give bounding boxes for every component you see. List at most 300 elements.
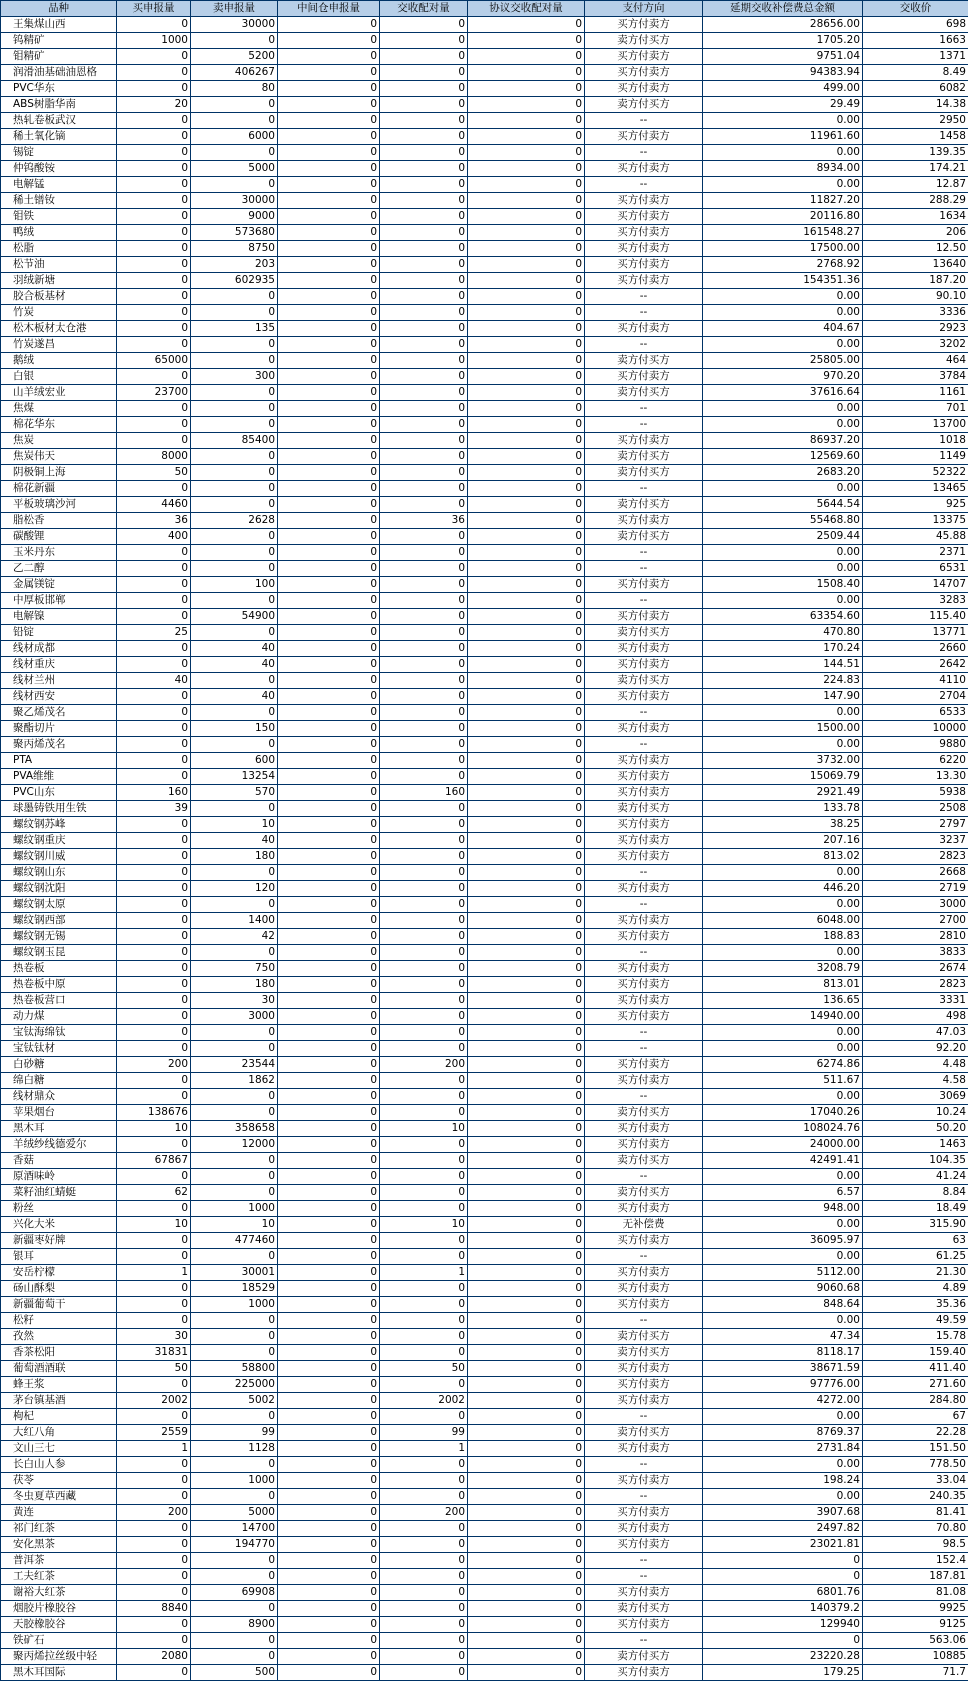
- table-row: [1, 273, 968, 289]
- cell-middle-qty: 0: [278, 337, 380, 353]
- cell-agreement-qty: 0: [468, 1425, 585, 1441]
- cell-pay-direction: 卖方付买方: [585, 33, 703, 49]
- cell-settle-price: 1458: [863, 129, 968, 145]
- cell-buy-qty: 0: [117, 193, 191, 209]
- cell-buy-qty: 0: [117, 1473, 191, 1489]
- table-row: [1, 1057, 968, 1073]
- cell-agreement-qty: 0: [468, 449, 585, 465]
- cell-variety: 线材成都: [1, 641, 117, 657]
- cell-buy-qty: 0: [117, 225, 191, 241]
- table-row: [1, 1313, 968, 1329]
- cell-settle-price: 8.49: [863, 65, 968, 81]
- cell-settle-price: 50.20: [863, 1121, 968, 1137]
- cell-pay-direction: 买方付卖方: [585, 641, 703, 657]
- cell-buy-qty: 0: [117, 113, 191, 129]
- cell-buy-qty: 39: [117, 801, 191, 817]
- cell-pay-direction: --: [585, 113, 703, 129]
- cell-sell-qty: 0: [191, 1185, 278, 1201]
- table-row: [1, 1249, 968, 1265]
- cell-match-qty: 0: [380, 929, 468, 945]
- cell-middle-qty: 0: [278, 993, 380, 1009]
- cell-middle-qty: 0: [278, 1233, 380, 1249]
- cell-settle-price: 13.30: [863, 769, 968, 785]
- cell-pay-direction: 买方付卖方: [585, 1377, 703, 1393]
- cell-compensation: 0.00: [703, 305, 863, 321]
- cell-compensation: 136.65: [703, 993, 863, 1009]
- table-row: [1, 289, 968, 305]
- cell-agreement-qty: 0: [468, 353, 585, 369]
- cell-variety: 热卷板中原: [1, 977, 117, 993]
- cell-sell-qty: 12000: [191, 1137, 278, 1153]
- table-row: [1, 193, 968, 209]
- cell-match-qty: 0: [380, 1377, 468, 1393]
- cell-sell-qty: 1000: [191, 1297, 278, 1313]
- cell-sell-qty: 5200: [191, 49, 278, 65]
- cell-agreement-qty: 0: [468, 401, 585, 417]
- cell-buy-qty: 0: [117, 1633, 191, 1649]
- cell-agreement-qty: 0: [468, 1457, 585, 1473]
- cell-match-qty: 0: [380, 993, 468, 1009]
- cell-pay-direction: 买方付卖方: [585, 849, 703, 865]
- cell-agreement-qty: 0: [468, 1281, 585, 1297]
- cell-compensation: 2683.20: [703, 465, 863, 481]
- cell-pay-direction: --: [585, 1025, 703, 1041]
- cell-buy-qty: 0: [117, 753, 191, 769]
- cell-sell-qty: 0: [191, 1153, 278, 1169]
- cell-sell-qty: 0: [191, 177, 278, 193]
- cell-settle-price: 2674: [863, 961, 968, 977]
- cell-variety: 平板玻璃沙河: [1, 497, 117, 513]
- cell-agreement-qty: 0: [468, 305, 585, 321]
- cell-compensation: 4272.00: [703, 1393, 863, 1409]
- table-row: [1, 865, 968, 881]
- cell-match-qty: 0: [380, 417, 468, 433]
- cell-buy-qty: 0: [117, 817, 191, 833]
- cell-agreement-qty: 0: [468, 929, 585, 945]
- cell-match-qty: 0: [380, 273, 468, 289]
- cell-compensation: 23021.81: [703, 1537, 863, 1553]
- cell-match-qty: 0: [380, 657, 468, 673]
- cell-variety: 松脂: [1, 241, 117, 257]
- cell-agreement-qty: 0: [468, 897, 585, 913]
- cell-sell-qty: 3000: [191, 1009, 278, 1025]
- cell-match-qty: 0: [380, 113, 468, 129]
- cell-settle-price: 6082: [863, 81, 968, 97]
- cell-sell-qty: 0: [191, 449, 278, 465]
- cell-settle-price: 3784: [863, 369, 968, 385]
- cell-middle-qty: 0: [278, 1281, 380, 1297]
- table-row: [1, 49, 968, 65]
- cell-middle-qty: 0: [278, 513, 380, 529]
- cell-variety: 茅台镇基酒: [1, 1393, 117, 1409]
- cell-pay-direction: 卖方付买方: [585, 1329, 703, 1345]
- cell-buy-qty: 1: [117, 1265, 191, 1281]
- cell-compensation: 0.00: [703, 865, 863, 881]
- cell-buy-qty: 0: [117, 897, 191, 913]
- cell-compensation: 0.00: [703, 1089, 863, 1105]
- cell-agreement-qty: 0: [468, 881, 585, 897]
- cell-settle-price: 2719: [863, 881, 968, 897]
- table-row: [1, 497, 968, 513]
- cell-buy-qty: 2559: [117, 1425, 191, 1441]
- cell-agreement-qty: 0: [468, 865, 585, 881]
- cell-pay-direction: --: [585, 417, 703, 433]
- cell-pay-direction: 买方付卖方: [585, 977, 703, 993]
- cell-buy-qty: 0: [117, 945, 191, 961]
- cell-match-qty: 0: [380, 289, 468, 305]
- cell-variety: 螺纹钢西部: [1, 913, 117, 929]
- table-row: [1, 593, 968, 609]
- cell-match-qty: 0: [380, 1473, 468, 1489]
- cell-middle-qty: 0: [278, 433, 380, 449]
- cell-middle-qty: 0: [278, 529, 380, 545]
- cell-compensation: 29.49: [703, 97, 863, 113]
- cell-sell-qty: 0: [191, 33, 278, 49]
- table-row: [1, 353, 968, 369]
- cell-buy-qty: 50: [117, 1361, 191, 1377]
- cell-middle-qty: 0: [278, 289, 380, 305]
- cell-settle-price: 1463: [863, 1137, 968, 1153]
- cell-agreement-qty: 0: [468, 1057, 585, 1073]
- cell-match-qty: 0: [380, 257, 468, 273]
- cell-compensation: 9060.68: [703, 1281, 863, 1297]
- cell-sell-qty: 80: [191, 81, 278, 97]
- cell-match-qty: 0: [380, 769, 468, 785]
- cell-variety: 聚乙烯茂名: [1, 705, 117, 721]
- cell-sell-qty: 30001: [191, 1265, 278, 1281]
- cell-agreement-qty: 0: [468, 481, 585, 497]
- table-row: [1, 513, 968, 529]
- cell-variety: 钼铁: [1, 209, 117, 225]
- cell-agreement-qty: 0: [468, 145, 585, 161]
- cell-middle-qty: 0: [278, 33, 380, 49]
- cell-variety: 乙二醇: [1, 561, 117, 577]
- cell-middle-qty: 0: [278, 1585, 380, 1601]
- cell-settle-price: 4.58: [863, 1073, 968, 1089]
- cell-middle-qty: 0: [278, 1521, 380, 1537]
- cell-match-qty: 0: [380, 81, 468, 97]
- cell-match-qty: 0: [380, 1329, 468, 1345]
- cell-buy-qty: 0: [117, 289, 191, 305]
- table-row: [1, 769, 968, 785]
- table-row: [1, 161, 968, 177]
- cell-middle-qty: 0: [278, 593, 380, 609]
- cell-compensation: 948.00: [703, 1201, 863, 1217]
- table-row: [1, 449, 968, 465]
- cell-match-qty: 0: [380, 673, 468, 689]
- cell-middle-qty: 0: [278, 1009, 380, 1025]
- cell-variety: 黑木耳: [1, 1121, 117, 1137]
- cell-sell-qty: 0: [191, 1313, 278, 1329]
- cell-buy-qty: 0: [117, 1489, 191, 1505]
- cell-variety: 枸杞: [1, 1409, 117, 1425]
- cell-settle-price: 2810: [863, 929, 968, 945]
- cell-buy-qty: 0: [117, 1665, 191, 1681]
- cell-sell-qty: 0: [191, 385, 278, 401]
- cell-pay-direction: 买方付卖方: [585, 1473, 703, 1489]
- cell-variety: 大红八角: [1, 1425, 117, 1441]
- cell-sell-qty: 0: [191, 1569, 278, 1585]
- cell-agreement-qty: 0: [468, 1073, 585, 1089]
- cell-settle-price: 2823: [863, 977, 968, 993]
- cell-match-qty: 0: [380, 33, 468, 49]
- cell-middle-qty: 0: [278, 961, 380, 977]
- cell-compensation: 188.83: [703, 929, 863, 945]
- cell-buy-qty: 0: [117, 209, 191, 225]
- cell-middle-qty: 0: [278, 1633, 380, 1649]
- cell-settle-price: 4.89: [863, 1281, 968, 1297]
- cell-agreement-qty: 0: [468, 1313, 585, 1329]
- cell-buy-qty: 0: [117, 1009, 191, 1025]
- cell-middle-qty: 0: [278, 353, 380, 369]
- cell-agreement-qty: 0: [468, 801, 585, 817]
- cell-pay-direction: --: [585, 1457, 703, 1473]
- cell-match-qty: 0: [380, 641, 468, 657]
- cell-match-qty: 0: [380, 481, 468, 497]
- table-row: [1, 897, 968, 913]
- cell-sell-qty: 14700: [191, 1521, 278, 1537]
- cell-agreement-qty: 0: [468, 1201, 585, 1217]
- cell-sell-qty: 0: [191, 417, 278, 433]
- cell-settle-price: 2700: [863, 913, 968, 929]
- table-row: [1, 1041, 968, 1057]
- cell-pay-direction: 买方付卖方: [585, 1297, 703, 1313]
- cell-sell-qty: 0: [191, 1489, 278, 1505]
- cell-pay-direction: 卖方付买方: [585, 1601, 703, 1617]
- table-row: [1, 945, 968, 961]
- cell-sell-qty: 1000: [191, 1201, 278, 1217]
- cell-middle-qty: 0: [278, 129, 380, 145]
- cell-agreement-qty: 0: [468, 625, 585, 641]
- cell-agreement-qty: 0: [468, 593, 585, 609]
- table-row: [1, 705, 968, 721]
- cell-sell-qty: 54900: [191, 609, 278, 625]
- cell-buy-qty: 0: [117, 1553, 191, 1569]
- table-row: [1, 881, 968, 897]
- cell-sell-qty: 477460: [191, 1233, 278, 1249]
- cell-compensation: 2731.84: [703, 1441, 863, 1457]
- cell-pay-direction: 卖方付买方: [585, 625, 703, 641]
- cell-pay-direction: --: [585, 1569, 703, 1585]
- cell-variety: 祁门红茶: [1, 1521, 117, 1537]
- cell-variety: 黑木耳国际: [1, 1665, 117, 1681]
- cell-variety: 胶合板基材: [1, 289, 117, 305]
- table-row: [1, 1617, 968, 1633]
- cell-middle-qty: 0: [278, 465, 380, 481]
- cell-match-qty: 0: [380, 321, 468, 337]
- cell-match-qty: 0: [380, 497, 468, 513]
- cell-agreement-qty: 0: [468, 1361, 585, 1377]
- cell-sell-qty: 194770: [191, 1537, 278, 1553]
- cell-pay-direction: 买方付卖方: [585, 225, 703, 241]
- cell-variety: 羽绒新塘: [1, 273, 117, 289]
- cell-sell-qty: 1862: [191, 1073, 278, 1089]
- cell-variety: 热卷板营口: [1, 993, 117, 1009]
- cell-middle-qty: 0: [278, 721, 380, 737]
- table-row: [1, 833, 968, 849]
- cell-agreement-qty: 0: [468, 257, 585, 273]
- cell-buy-qty: 138676: [117, 1105, 191, 1121]
- cell-variety: 线材重庆: [1, 657, 117, 673]
- table-row: [1, 481, 968, 497]
- cell-compensation: 0.00: [703, 417, 863, 433]
- cell-middle-qty: 0: [278, 753, 380, 769]
- cell-middle-qty: 0: [278, 1329, 380, 1345]
- cell-compensation: 20116.80: [703, 209, 863, 225]
- cell-settle-price: 71.7: [863, 1665, 968, 1681]
- cell-buy-qty: 0: [117, 881, 191, 897]
- cell-middle-qty: 0: [278, 1073, 380, 1089]
- cell-compensation: 6048.00: [703, 913, 863, 929]
- cell-compensation: 94383.94: [703, 65, 863, 81]
- cell-match-qty: 0: [380, 897, 468, 913]
- cell-middle-qty: 0: [278, 865, 380, 881]
- table-row: [1, 753, 968, 769]
- cell-variety: 新疆枣好牌: [1, 1233, 117, 1249]
- cell-variety: 蜂王浆: [1, 1377, 117, 1393]
- cell-settle-price: 315.90: [863, 1217, 968, 1233]
- cell-agreement-qty: 0: [468, 1617, 585, 1633]
- cell-buy-qty: 0: [117, 993, 191, 1009]
- cell-compensation: 2768.92: [703, 257, 863, 273]
- cell-variety: 苹果烟台: [1, 1105, 117, 1121]
- cell-compensation: 3208.79: [703, 961, 863, 977]
- cell-settle-price: 187.20: [863, 273, 968, 289]
- cell-variety: 仲钨酸铵: [1, 161, 117, 177]
- cell-sell-qty: 406267: [191, 65, 278, 81]
- cell-settle-price: 284.80: [863, 1393, 968, 1409]
- cell-buy-qty: 0: [117, 1521, 191, 1537]
- cell-pay-direction: --: [585, 737, 703, 753]
- cell-pay-direction: 买方付卖方: [585, 833, 703, 849]
- cell-match-qty: 0: [380, 401, 468, 417]
- cell-pay-direction: --: [585, 897, 703, 913]
- cell-settle-price: 10.24: [863, 1105, 968, 1121]
- table-row: [1, 145, 968, 161]
- table-row: [1, 1137, 968, 1153]
- cell-sell-qty: 0: [191, 673, 278, 689]
- cell-middle-qty: 0: [278, 849, 380, 865]
- cell-buy-qty: 0: [117, 849, 191, 865]
- cell-pay-direction: 买方付卖方: [585, 81, 703, 97]
- cell-middle-qty: 0: [278, 1649, 380, 1665]
- cell-match-qty: 0: [380, 961, 468, 977]
- cell-middle-qty: 0: [278, 1153, 380, 1169]
- cell-settle-price: 288.29: [863, 193, 968, 209]
- cell-middle-qty: 0: [278, 801, 380, 817]
- cell-sell-qty: 0: [191, 481, 278, 497]
- cell-match-qty: 0: [380, 1601, 468, 1617]
- cell-middle-qty: 0: [278, 1393, 380, 1409]
- cell-buy-qty: 4460: [117, 497, 191, 513]
- cell-compensation: 1508.40: [703, 577, 863, 593]
- cell-pay-direction: --: [585, 1169, 703, 1185]
- table-row: [1, 1377, 968, 1393]
- cell-middle-qty: 0: [278, 1345, 380, 1361]
- cell-buy-qty: 0: [117, 1073, 191, 1089]
- cell-match-qty: 0: [380, 1105, 468, 1121]
- cell-sell-qty: 8750: [191, 241, 278, 257]
- cell-middle-qty: 0: [278, 1537, 380, 1553]
- cell-middle-qty: 0: [278, 1569, 380, 1585]
- table-row: [1, 849, 968, 865]
- cell-pay-direction: --: [585, 305, 703, 321]
- cell-settle-price: 1663: [863, 33, 968, 49]
- cell-pay-direction: --: [585, 865, 703, 881]
- cell-sell-qty: 40: [191, 689, 278, 705]
- cell-match-qty: 0: [380, 625, 468, 641]
- cell-pay-direction: --: [585, 401, 703, 417]
- cell-variety: 聚丙烯茂名: [1, 737, 117, 753]
- cell-sell-qty: 225000: [191, 1377, 278, 1393]
- cell-pay-direction: --: [585, 545, 703, 561]
- cell-sell-qty: 0: [191, 561, 278, 577]
- cell-compensation: 38.25: [703, 817, 863, 833]
- cell-match-qty: 160: [380, 785, 468, 801]
- cell-compensation: 207.16: [703, 833, 863, 849]
- cell-buy-qty: 23700: [117, 385, 191, 401]
- col-header-middle-qty: 中间仓申报量: [278, 1, 380, 17]
- cell-variety: 螺纹钢山东: [1, 865, 117, 881]
- cell-buy-qty: 0: [117, 561, 191, 577]
- cell-buy-qty: 0: [117, 1137, 191, 1153]
- cell-compensation: 0.00: [703, 1217, 863, 1233]
- cell-variety: 王集煤山西: [1, 17, 117, 33]
- cell-match-qty: 10: [380, 1217, 468, 1233]
- cell-compensation: 8118.17: [703, 1345, 863, 1361]
- cell-agreement-qty: 0: [468, 1249, 585, 1265]
- cell-settle-price: 81.41: [863, 1505, 968, 1521]
- cell-match-qty: 0: [380, 609, 468, 625]
- cell-buy-qty: 0: [117, 1169, 191, 1185]
- cell-settle-price: 21.30: [863, 1265, 968, 1281]
- cell-pay-direction: --: [585, 337, 703, 353]
- cell-settle-price: 2642: [863, 657, 968, 673]
- cell-sell-qty: 0: [191, 1329, 278, 1345]
- cell-compensation: 6274.86: [703, 1057, 863, 1073]
- cell-buy-qty: 0: [117, 929, 191, 945]
- cell-variety: 线材西安: [1, 689, 117, 705]
- cell-sell-qty: 0: [191, 801, 278, 817]
- cell-compensation: 86937.20: [703, 433, 863, 449]
- table-row: [1, 401, 968, 417]
- cell-agreement-qty: 0: [468, 1105, 585, 1121]
- cell-compensation: 133.78: [703, 801, 863, 817]
- cell-match-qty: 0: [380, 1569, 468, 1585]
- cell-middle-qty: 0: [278, 1425, 380, 1441]
- cell-sell-qty: 358658: [191, 1121, 278, 1137]
- cell-sell-qty: 0: [191, 97, 278, 113]
- cell-variety: 白砂糖: [1, 1057, 117, 1073]
- cell-buy-qty: 0: [117, 241, 191, 257]
- cell-compensation: 17040.26: [703, 1105, 863, 1121]
- cell-compensation: 15069.79: [703, 769, 863, 785]
- cell-agreement-qty: 0: [468, 465, 585, 481]
- cell-sell-qty: 0: [191, 1025, 278, 1041]
- table-row: [1, 1153, 968, 1169]
- cell-match-qty: 0: [380, 177, 468, 193]
- cell-agreement-qty: 0: [468, 1297, 585, 1313]
- cell-settle-price: 2797: [863, 817, 968, 833]
- cell-pay-direction: --: [585, 289, 703, 305]
- cell-pay-direction: 买方付卖方: [585, 241, 703, 257]
- cell-match-qty: 36: [380, 513, 468, 529]
- cell-sell-qty: 180: [191, 849, 278, 865]
- cell-sell-qty: 570: [191, 785, 278, 801]
- cell-sell-qty: 40: [191, 657, 278, 673]
- cell-agreement-qty: 0: [468, 289, 585, 305]
- cell-sell-qty: 40: [191, 641, 278, 657]
